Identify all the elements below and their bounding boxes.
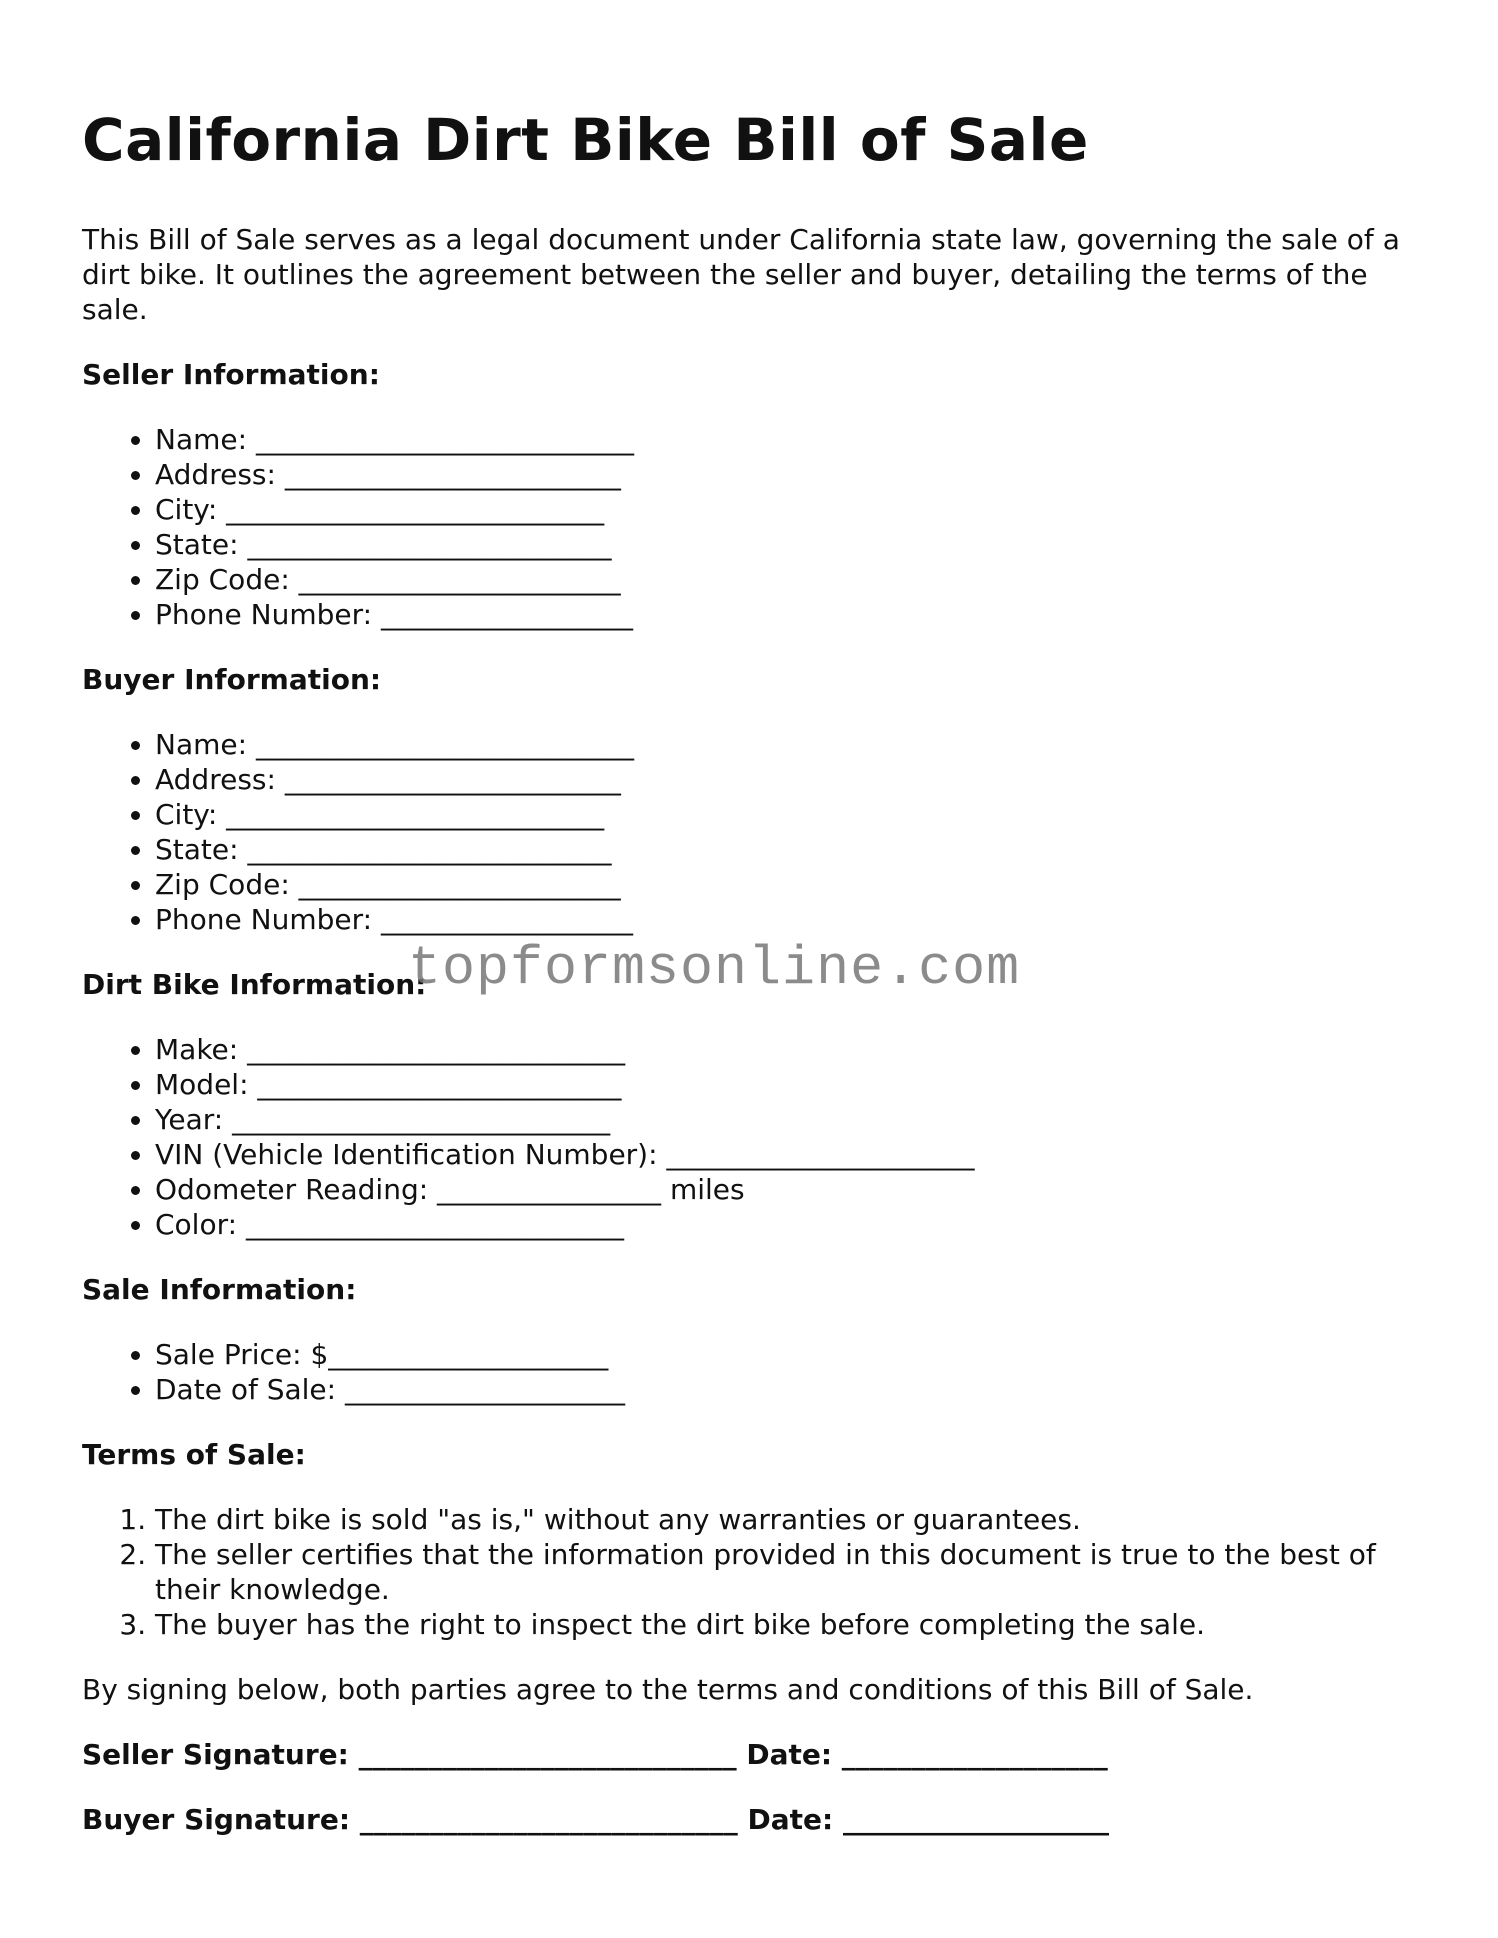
buyer-signature-line: Buyer Signature: ___________________________ Date: ___________________ <box>82 1803 1109 1836</box>
seller-address-field: • Address: ________________________ <box>155 457 1422 492</box>
terms-heading: Terms of Sale: <box>82 1438 306 1471</box>
sale-heading: Sale Information: <box>82 1273 357 1306</box>
bike-vin-field: • VIN (Vehicle Identification Number): ______________________ <box>155 1137 1422 1172</box>
seller-city-field: • City: ___________________________ <box>155 492 1422 527</box>
document-title: California Dirt Bike Bill of Sale <box>82 106 1089 174</box>
seller-state-field: • State: __________________________ <box>155 527 1422 562</box>
seller-heading: Seller Information: <box>82 358 380 391</box>
bike-model-field: • Model: __________________________ <box>155 1067 1422 1102</box>
terms-item: 3. The buyer has the right to inspect the dirt bike before completing the sale. <box>155 1607 1422 1642</box>
document-page <box>82 100 1422 1867</box>
bike-color-field: • Color: ___________________________ <box>155 1207 1422 1242</box>
buyer-heading: Buyer Information: <box>82 663 382 696</box>
buyer-zip-field: • Zip Code: _______________________ <box>155 867 1422 902</box>
terms-item: 1. The dirt bike is sold "as is," without any warranties or guarantees. <box>155 1502 1422 1537</box>
seller-name-field: • Name: ___________________________ <box>155 422 1422 457</box>
seller-signature-line: Seller Signature: ___________________________ Date: ___________________ <box>82 1738 1108 1771</box>
bike-year-field: • Year: ___________________________ <box>155 1102 1422 1137</box>
sale-fields-list <box>82 1337 1422 1407</box>
buyer-phone-field: • Phone Number: __________________ <box>155 902 1422 937</box>
bike-heading: Dirt Bike Information: <box>82 968 427 1001</box>
buyer-fields-list <box>82 727 1422 937</box>
sale-date-field: • Date of Sale: ____________________ <box>155 1372 1422 1407</box>
buyer-name-field: • Name: ___________________________ <box>155 727 1422 762</box>
seller-phone-field: • Phone Number: __________________ <box>155 597 1422 632</box>
buyer-state-field: • State: __________________________ <box>155 832 1422 867</box>
watermark-text: topformsonline.com <box>408 937 1021 1000</box>
terms-item: 2. The seller certifies that the information provided in this document is true to the best of their knowledge. <box>155 1537 1422 1607</box>
buyer-address-field: • Address: ________________________ <box>155 762 1422 797</box>
sale-price-field: • Sale Price: $____________________ <box>155 1337 1422 1372</box>
seller-fields-list <box>82 422 1422 632</box>
intro-paragraph: This Bill of Sale serves as a legal document under California state law, governing the sale of a dirt bike. It outlines the agreement between the seller and buyer, detailing the terms of the sale. <box>82 223 1400 326</box>
agreement-paragraph: By signing below, both parties agree to the terms and conditions of this Bill of Sale. <box>82 1673 1254 1706</box>
bike-fields-list <box>82 1032 1422 1242</box>
terms-list <box>82 1502 1422 1642</box>
bike-odometer-field: • Odometer Reading: ________________ miles <box>155 1172 1422 1207</box>
seller-zip-field: • Zip Code: _______________________ <box>155 562 1422 597</box>
buyer-city-field: • City: ___________________________ <box>155 797 1422 832</box>
bike-make-field: • Make: ___________________________ <box>155 1032 1422 1067</box>
